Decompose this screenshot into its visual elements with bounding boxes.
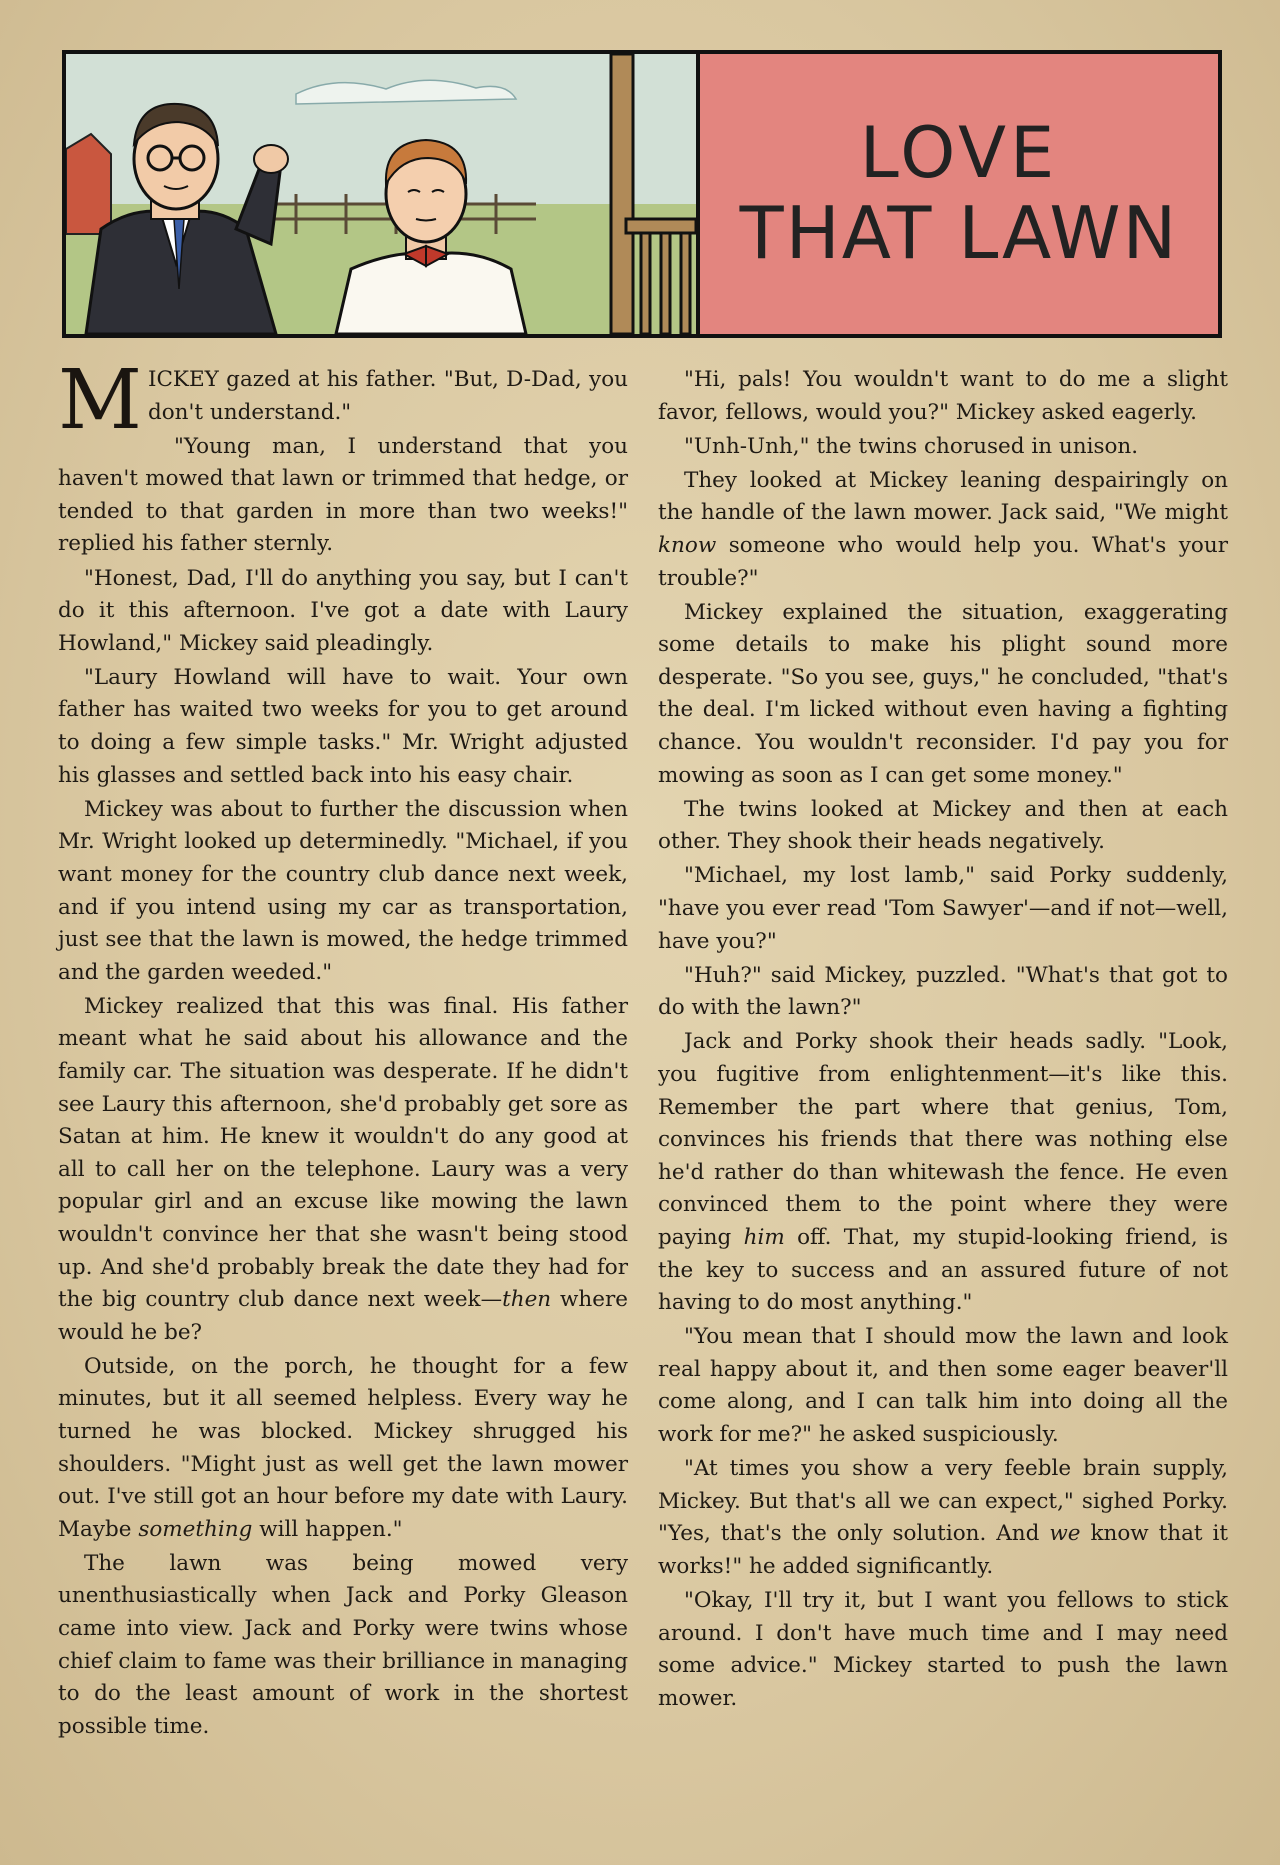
paragraph-text: "Honest, Dad, I'll do anything you say, but I can't do it this afternoon. I've got a date with Laury Howland," Mickey said pleadingly. [58, 565, 628, 656]
paragraph-text: Outside, on the porch, he thought for a few minutes, but it all seemed helpless. Every way he turned he was blocked. Mickey shrugged his shoulders. "Might just as well get the lawn mower out. I've still got an hour before my date with Laury. Maybe [58, 1353, 628, 1542]
right-column [658, 364, 1240, 1774]
paragraph [58, 431, 628, 561]
paragraph-text: The twins looked at Mickey and then at each other. They shook their heads negatively. [658, 796, 1228, 855]
drop-cap: M [58, 353, 142, 448]
paragraph [58, 1351, 628, 1547]
paragraph [58, 1548, 628, 1744]
paragraph [658, 1453, 1228, 1583]
left-column [40, 353, 628, 1774]
paragraph [658, 364, 1228, 429]
barn [66, 134, 111, 234]
title-line-2: THAT LAWN [739, 190, 1179, 275]
paragraph-text-after: someone who would help you. What's your trouble?" [658, 532, 1228, 591]
paragraph [58, 662, 628, 792]
paragraph-text: Mickey explained the situation, exaggerating some details to make his plight sound more desperate. "So you see, guys," he concluded, "that's the deal. I'm licked without even having a fighting chance. You wouldn't reconsider. I'd pay you for mowing as soon as I can get some money." [658, 599, 1228, 788]
paragraph-text: Jack and Porky shook their heads sadly. "Look, you fugitive from enlightenment—it's like this. Remember the part where that genius, Tom, convinces his friends that there was nothing else he'd rather do than whitewash the fence. He even convinced them to the point where they were paying [658, 1029, 1228, 1250]
paragraph-text: Mickey realized that this was final. His father meant what he said about his allowance and the family car. The situation was desperate. If he didn't see Laury this afternoon, she'd probably get sore as Satan at him. He knew it wouldn't do any good at all to call her on the telephone. Laury was a very popular girl and an excuse like mowing the lawn wouldn't convince her that she wasn't being stood up. And she'd probably break the date they had for the big country club dance next week— [58, 993, 628, 1313]
paragraph [58, 353, 628, 448]
paragraph-text: "At times you show a very feeble brain supply, Mickey. But that's all we can expect," sighed Porky. "Yes, that's the only solution. And [658, 1456, 1228, 1547]
story-body [40, 353, 1240, 1774]
paragraph-text: "Young man, I understand that you haven't mowed that lawn or trimmed that hedge, or tended to that garden in more than two weeks!" replied his father sternly. [58, 433, 628, 557]
paragraph [658, 1321, 1228, 1451]
paragraph-text-after: will happen." [252, 1516, 403, 1542]
header-panel [62, 50, 1222, 338]
paragraph-text: They looked at Mickey leaning despairingly on the handle of the lawn mower. Jack said, "We might [658, 467, 1228, 526]
paragraph [658, 431, 1228, 464]
paragraph [58, 991, 628, 1350]
paragraph [658, 794, 1228, 859]
emphasis-text: him [743, 1224, 785, 1250]
paragraph-text: "Laury Howland will have to wait. Your own father has waited two weeks for you to get around to doing a few simple tasks." Mr. Wright adjusted his glasses and settled back into his easy chair. [58, 664, 628, 788]
paragraph-text: "Hi, pals! You wouldn't want to do me a slight favor, fellows, would you?" Mickey asked eagerly. [658, 367, 1228, 425]
paragraph [658, 1026, 1228, 1319]
paragraph-text: "Okay, I'll try it, but I want you fellows to stick around. I don't have much time and I may need some advice." Mickey started to push the lawn mower. [658, 1587, 1228, 1711]
paragraph [658, 960, 1228, 1025]
emphasis-text: something [138, 1516, 253, 1542]
emphasis-text: then [502, 1287, 552, 1313]
paragraph [658, 860, 1228, 958]
title-box [696, 54, 1218, 334]
paragraph [658, 1585, 1228, 1715]
emphasis-text: know [658, 532, 717, 558]
paragraph-text-after: off. That, my stupid-looking friend, is the key to success and an assured future of not having to do most anything." [658, 1224, 1228, 1316]
paragraph [58, 563, 628, 661]
paragraph-text: Mickey was about to further the discussion when Mr. Wright looked up determinedly. "Michael, if you want money for the country club dance next week, and if you intend using my car as transportation, just see that the lawn is mowed, the hedge trimmed and the garden weeded." [58, 796, 628, 985]
paragraph-text: "Huh?" said Mickey, puzzled. "What's that got to do with the lawn?" [658, 962, 1228, 1021]
paragraph-text: "Unh-Unh," the twins chorused in unison. [684, 433, 1139, 459]
title-line-1: LOVE [859, 112, 1059, 195]
paragraph-text: "You mean that I should mow the lawn and look real happy about it, and then some eager beaver'll come along, and I can talk him into doing all the work for me?" he asked suspiciously. [658, 1324, 1228, 1447]
paragraph [658, 465, 1228, 595]
paragraph-text-after: know that it works!" he added significantly. [658, 1521, 1229, 1579]
panel-illustration [66, 54, 696, 334]
emphasis-text: we [1049, 1521, 1081, 1547]
paragraph [58, 794, 628, 990]
paragraph-text-after: where would he be? [58, 1287, 628, 1345]
paragraph-text: The lawn was being mowed very unenthusiastically when Jack and Porky Gleason came into view. Jack and Porky were twins whose chief claim to fame was their brilliance in managing to do the least amount of work in the shortest possible time. [58, 1550, 628, 1739]
paragraph-text: "Michael, my lost lamb," said Porky suddenly, "have you ever read 'Tom Sawyer'—and if not—well, have you?" [658, 863, 1228, 954]
paragraph-text: ICKEY gazed at his father. "But, D-Dad, you don't understand." [147, 367, 628, 425]
paragraph [658, 597, 1228, 793]
